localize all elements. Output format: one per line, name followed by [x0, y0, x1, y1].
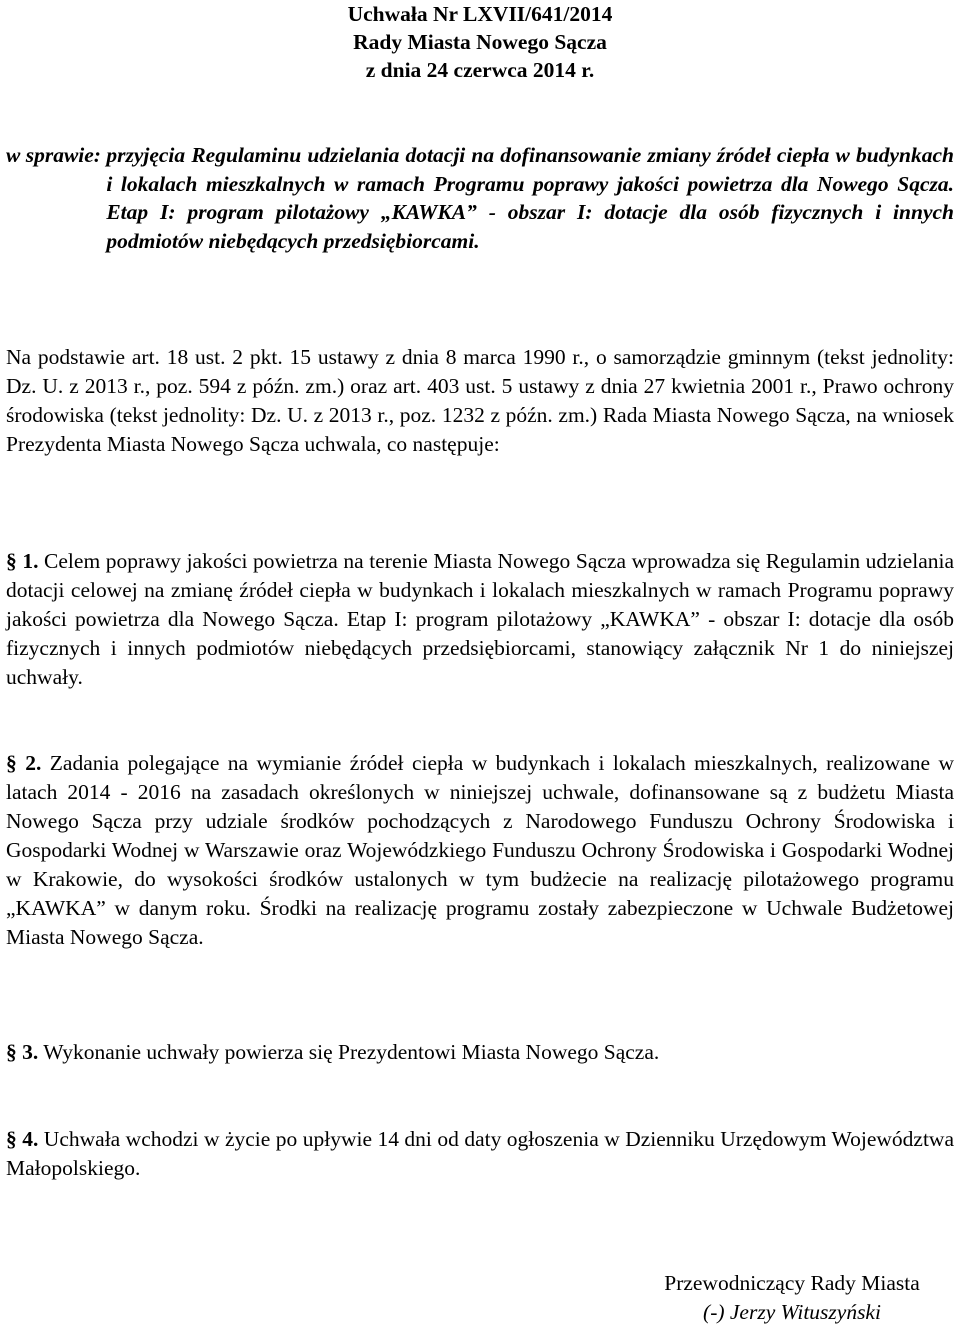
- resolution-number: Uchwała Nr LXVII/641/2014: [347, 2, 613, 26]
- resolution-subject: [6, 141, 954, 255]
- signature-block: [642, 1269, 942, 1327]
- legal-basis: Na podstawie art. 18 ust. 2 pkt. 15 ustawy z dnia 8 marca 1990 r., o samorządzie gminnym (tekst jednolity: Dz. U. z 2013 r., poz. 594 z późn. zm.) oraz art. 403 ust. 5 ustawy z dnia 27 kwietnia 2001 r., Prawo ochrony środowiska (tekst jednolity: Dz. U. z 2013 r., poz. 1232 z późn. zm.) Rada Miasta Nowego Sącza, na wniosek Prezydenta Miasta Nowego Sącza uchwala, co następuje:: [6, 345, 954, 456]
- section-1-text: Celem poprawy jakości powietrza na terenie Miasta Nowego Sącza wprowadza się Regulamin udzielania dotacji celowej na zmianę źródeł ciepła w budynkach i lokalach mieszkalnych w ramach Programu poprawy jakości powietrza dla Nowego Sącza. Etap I: program pilotażowy „KAWKA” - obszar I: dotacje dla osób fizycznych i innych podmiotów niebędących przedsiębiorcami, stanowiący załącznik Nr 1 do niniejszej uchwały.: [6, 549, 954, 689]
- section-3-text: Wykonanie uchwały powierza się Prezydentowi Miasta Nowego Sącza.: [38, 1040, 660, 1064]
- section-4-text: Uchwała wchodzi w życie po upływie 14 dni od daty ogłoszenia w Dzienniku Urzędowym Województwa Małopolskiego.: [6, 1127, 955, 1180]
- resolution-date: z dnia 24 czerwca 2014 r.: [365, 58, 595, 82]
- signature-name: (-) Jerzy Wituszyński: [703, 1300, 881, 1324]
- section-3-number: § 3.: [6, 1040, 39, 1064]
- section-2: [6, 749, 954, 952]
- section-1-number: § 1.: [6, 549, 39, 573]
- resolution-header: [0, 0, 960, 84]
- subject-text: przyjęcia Regulaminu udzielania dotacji na dofinansowanie zmiany źródeł ciepła w budynkach i lokalach mieszkalnych w ramach Programu poprawy jakości powietrza dla Nowego Sącza. Etap I: program pilotażowy „KAWKA” - obszar I: dotacje dla osób fizycznych i innych podmiotów niebędących przedsiębiorcami.: [106, 143, 954, 253]
- section-4-number: § 4.: [6, 1127, 39, 1151]
- section-4: [6, 1125, 954, 1183]
- section-2-text: Zadania polegające na wymianie źródeł ciepła w budynkach i lokalach mieszkalnych, realizowane w latach 2014 - 2016 na zasadach określonych w niniejszej uchwale, dofinansowane są z budżetu Miasta Nowego Sącza przy udziale środków pochodzących z Narodowego Funduszu Ochrony Środowiska i Gospodarki Wodnej w Warszawie oraz Wojewódzkiego Funduszu Ochrony Środowiska i Gospodarki Wodnej w Krakowie, do wysokości środków ustalonych w tym budżecie na realizację pilotażowego programu „KAWKA” w danym roku. Środki na realizację programu zostały zabezpieczone w Uchwale Budżetowej Miasta Nowego Sącza.: [6, 751, 954, 949]
- section-3: [6, 1038, 954, 1067]
- section-2-number: § 2.: [6, 751, 42, 775]
- section-1: [6, 547, 954, 692]
- subject-lead: w sprawie:: [6, 143, 107, 167]
- signature-title: Przewodniczący Rady Miasta: [664, 1271, 920, 1295]
- council-name: Rady Miasta Nowego Sącza: [353, 30, 607, 54]
